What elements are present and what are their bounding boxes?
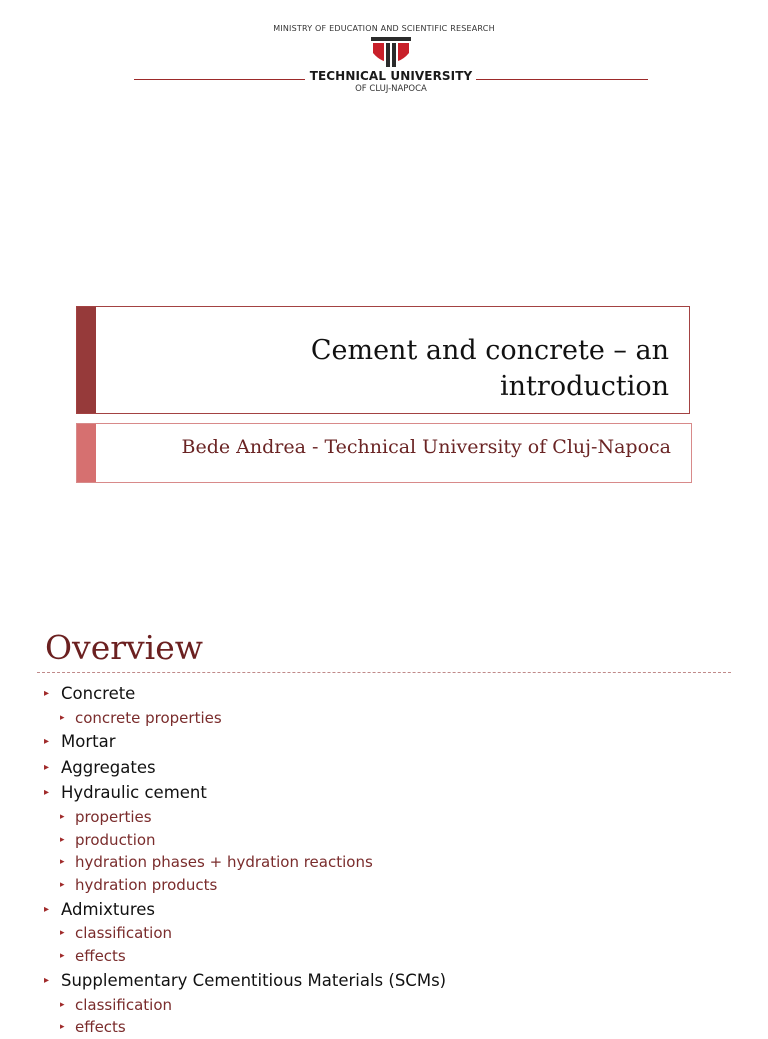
outline-subitem: [44, 994, 744, 1017]
outline-item: [44, 781, 744, 806]
university-name: TECHNICAL UNIVERSITY: [309, 69, 473, 83]
outline-item-text: concrete properties: [75, 708, 222, 727]
triangle-bullet-icon: ▸: [44, 761, 50, 773]
outline-subitem: [44, 707, 744, 730]
title-box: [76, 306, 690, 414]
triangle-bullet-icon: ▸: [44, 903, 50, 915]
outline-subitem: [44, 806, 744, 829]
triangle-bullet-icon: ▸: [60, 712, 65, 723]
outline-item: [44, 756, 744, 781]
outline-item: [44, 898, 744, 923]
triangle-bullet-icon: ▸: [60, 834, 65, 845]
outline-subitem: [44, 874, 744, 897]
triangle-bullet-icon: ▸: [60, 1022, 65, 1033]
outline-subitem: [44, 945, 744, 968]
triangle-bullet-icon: ▸: [60, 999, 65, 1010]
slide-title: [149, 333, 669, 405]
tuc-logo-icon: [371, 37, 411, 69]
header-rule-left: [134, 79, 305, 80]
ministry-label: MINISTRY OF EDUCATION AND SCIENTIFIC RESEARCH: [273, 24, 495, 33]
triangle-bullet-icon: ▸: [44, 688, 50, 699]
outline-subitem: [44, 1016, 744, 1039]
outline-item-text: Hydraulic cement: [61, 783, 207, 803]
outline-item: [44, 969, 744, 994]
triangle-bullet-icon: ▸: [44, 787, 50, 799]
outline-item-text: effects: [75, 947, 126, 966]
triangle-bullet-icon: ▸: [60, 857, 65, 868]
outline-item-text: Mortar: [61, 732, 116, 752]
outline-item-text: properties: [75, 807, 152, 826]
outline-item-text: Supplementary Cementitious Materials (SCMs): [61, 971, 447, 991]
outline-item-text: Concrete: [61, 684, 136, 703]
outline-subitem: [44, 922, 744, 945]
slide-subtitle: Bede Andrea - Technical University of Cluj-Napoca: [181, 436, 671, 458]
triangle-bullet-icon: ▸: [60, 928, 65, 939]
subtitle-box: [76, 423, 692, 483]
outline-item-text: hydration phases + hydration reactions: [75, 853, 373, 872]
outline-item-text: Aggregates: [61, 757, 156, 777]
subtitle-accent-bar: [77, 424, 96, 482]
triangle-bullet-icon: ▸: [60, 811, 65, 822]
outline-item-text: classification: [75, 924, 173, 943]
heading-divider: [37, 672, 731, 673]
title-accent-bar: [77, 307, 96, 413]
slide-title-line-1: Cement and concrete – an: [310, 335, 669, 366]
overview-list: [44, 681, 744, 1039]
overview-heading: Overview: [45, 628, 203, 667]
outline-item-text: effects: [75, 1018, 126, 1037]
outline-item: [44, 682, 744, 707]
outline-item-text: classification: [75, 995, 173, 1014]
triangle-bullet-icon: ▸: [60, 880, 65, 891]
slide-title-line-2: introduction: [500, 371, 669, 402]
header-rule-right: [476, 79, 648, 80]
triangle-bullet-icon: ▸: [44, 736, 50, 748]
outline-subitem: [44, 829, 744, 852]
outline-item: [44, 730, 744, 755]
triangle-bullet-icon: ▸: [60, 951, 65, 962]
triangle-bullet-icon: ▸: [44, 975, 50, 987]
outline-item-text: hydration products: [75, 876, 218, 895]
outline-subitem: [44, 851, 744, 874]
outline-item-text: Admixtures: [61, 899, 155, 919]
outline-item-text: production: [75, 830, 156, 849]
university-city: OF CLUJ-NAPOCA: [355, 84, 427, 94]
